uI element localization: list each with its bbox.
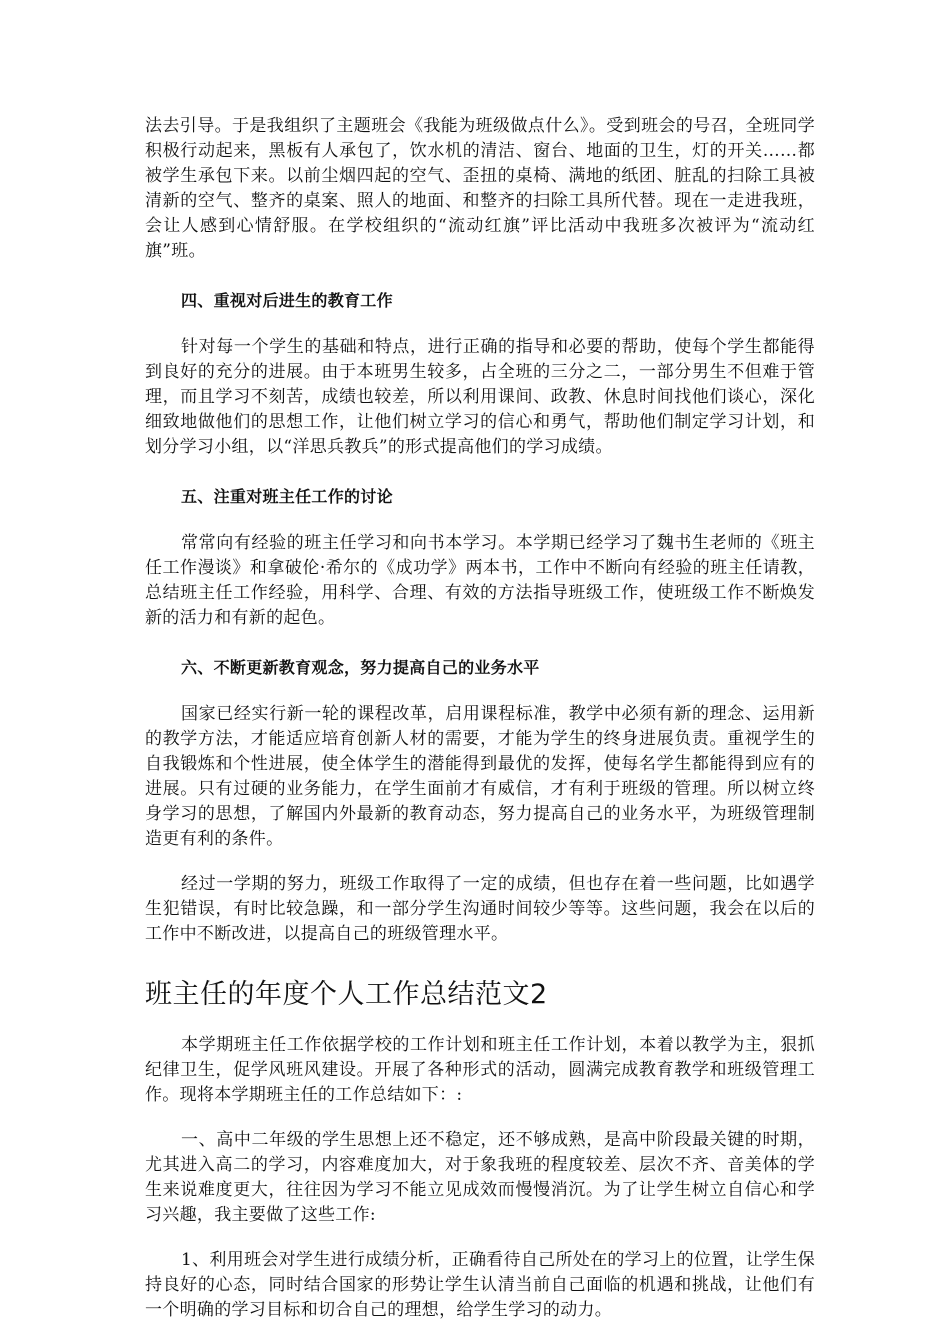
- heading-section-6: 六、不断更新教育观念，努力提高自己的业务水平: [181, 658, 540, 677]
- paragraph-section-4: 针对每一个学生的基础和特点，进行正确的指导和必要的帮助，使每个学生都能得到良好的充分的进展。由于本班男生较多，占全班的三分之二，一部分男生不但难于管理，而且学习不刻苦，成绩也较差，所以利用课间、政教、休息时间找他们谈心，深化细致地做他们的思想工作，让他们树立学习的信心和勇气，帮助他们制定学习计划，和划分学习小组，以“洋思兵教兵”的形式提高他们的学习成绩。: [145, 337, 815, 457]
- paragraph-point-1: 一、高中二年级的学生思想上还不稳定，还不够成熟，是高中阶段最关键的时期，尤其进入高二的学习，内容难度加大，对于象我班的程度较差、层次不齐、音美体的学生来说难度更大，往往因为学习不能立见成效而慢慢消沉。为了让学生树立自信心和学习兴趣，我主要做了这些工作:: [145, 1130, 815, 1225]
- paragraph-item-1: 1、利用班会对学生进行成绩分析，正确看待自己所处在的学习上的位置，让学生保持良好的心态，同时结合国家的形势让学生认清当前自己面临的机遇和挑战，让他们有一个明确的学习目标和切合自己的理想，给学生学习的动力。: [145, 1250, 815, 1320]
- paragraph-conclusion: 经过一学期的努力，班级工作取得了一定的成绩，但也存在着一些问题，比如遇学生犯错误，有时比较急躁，和一部分学生沟通时间较少等等。这些问题，我会在以后的工作中不断改进，以提高自己的班级管理水平。: [145, 874, 815, 944]
- paragraph-intro: 本学期班主任工作依据学校的工作计划和班主任工作计划，本着以教学为主，狠抓纪律卫生，促学风班风建设。开展了各种形式的活动，圆满完成教育教学和班级管理工作。现将本学期班主任的工作总结如下：:: [145, 1035, 815, 1105]
- paragraph-continuation: 法去引导。于是我组织了主题班会《我能为班级做点什么》。受到班会的号召，全班同学积极行动起来，黑板有人承包了，饮水机的清洁、窗台、地面的卫生，灯的开关……都被学生承包下来。以前尘烟四起的空气、歪扭的桌椅、满地的纸团、脏乱的扫除工具被清新的空气、整齐的桌案、照人的地面、和整齐的扫除工具所代替。现在一走进我班，会让人感到心情舒服。在学校组织的“流动红旗”评比活动中我班多次被评为“流动红旗”班。: [145, 116, 815, 261]
- paragraph-section-5: 常常向有经验的班主任学习和向书本学习。本学期已经学习了魏书生老师的《班主任工作漫谈》和拿破伦·希尔的《成功学》两本书，工作中不断向有经验的班主任请教，总结班主任工作经验，用科学、合理、有效的方法指导班级工作，使班级工作不断焕发新的活力和有新的起色。: [145, 533, 815, 628]
- heading-section-5: 五、注重对班主任工作的讨论: [181, 487, 393, 506]
- document-title-2: 班主任的年度个人工作总结范文2: [145, 979, 548, 1010]
- paragraph-section-6: 国家已经实行新一轮的课程改革，启用课程标准，教学中必须有新的理念、运用新的教学方法，才能适应培育创新人材的需要，才能为学生的终身进展负责。重视学生的自我锻炼和个性进展，使全体学生的潜能得到最优的发挥，使每名学生都能得到应有的进展。只有过硬的业务能力，在学生面前才有威信，才有利于班级的管理。所以树立终身学习的思想，了解国内外最新的教育动态，努力提高自己的业务水平，为班级管理制造更有利的条件。: [145, 704, 815, 849]
- document-page: [145, 114, 815, 1323]
- heading-section-4: 四、重视对后进生的教育工作: [181, 291, 393, 310]
